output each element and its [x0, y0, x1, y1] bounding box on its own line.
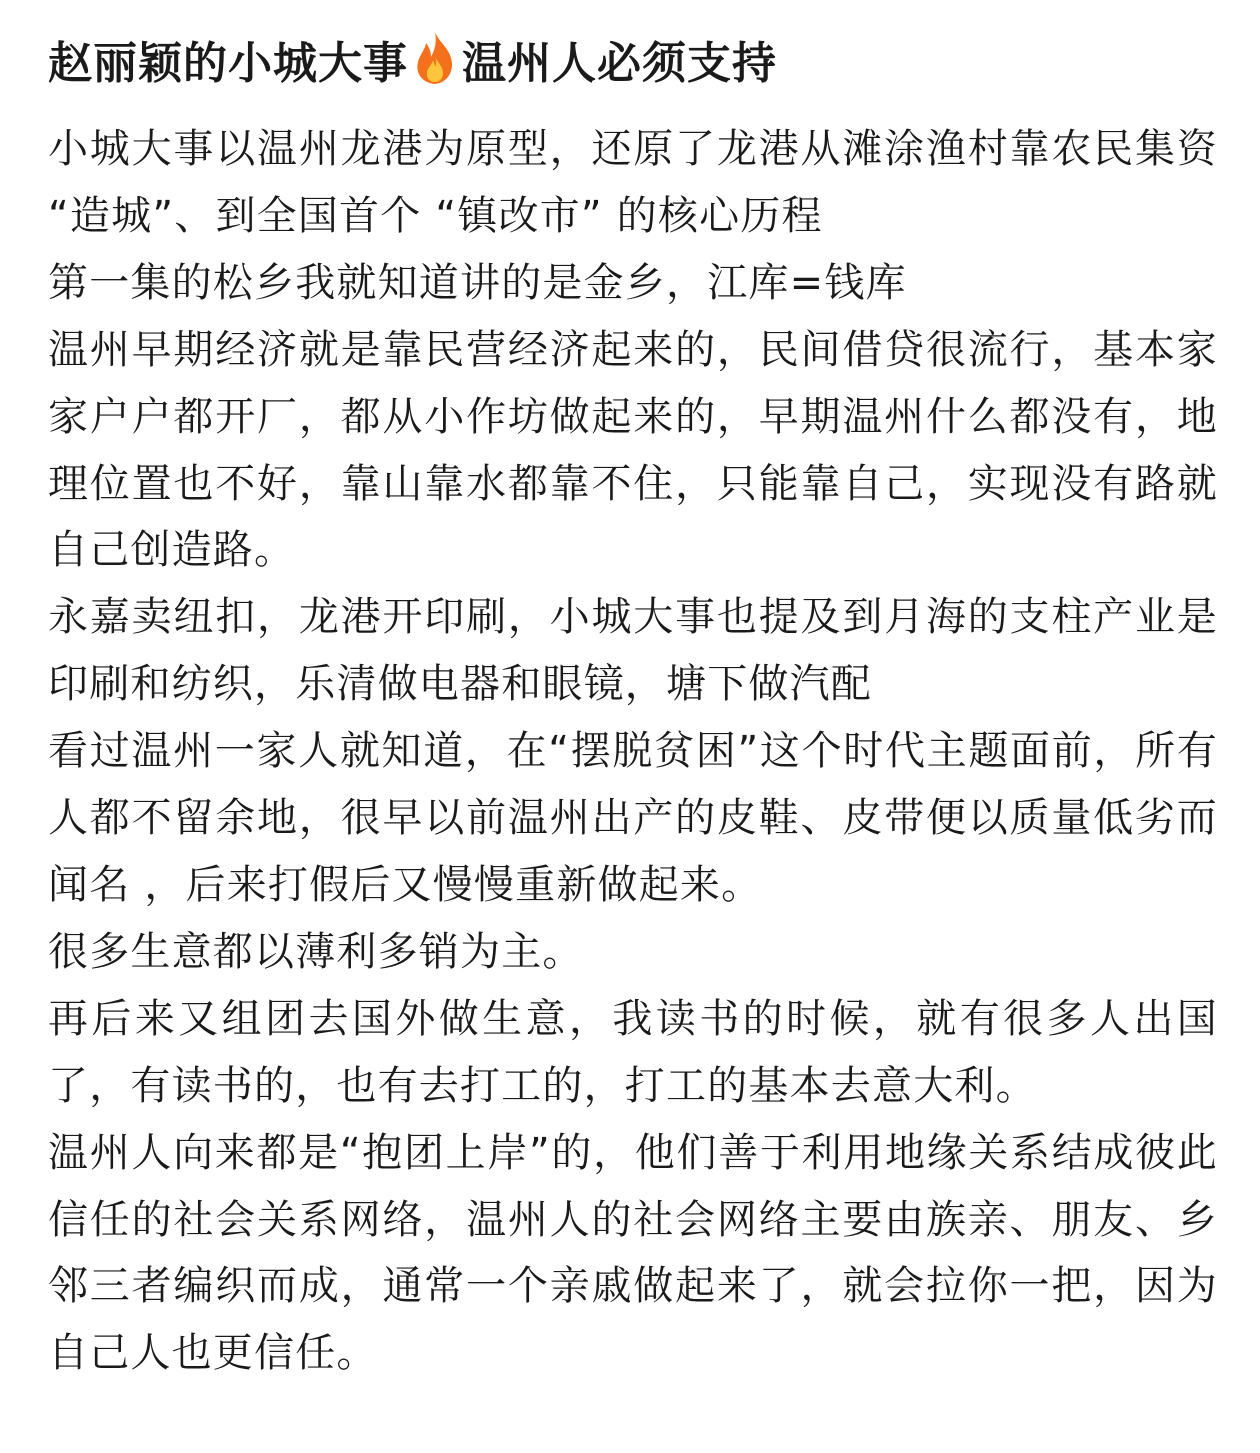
post-title-text: 赵丽颖的小城大事	[48, 38, 408, 89]
paragraph: 第一集的松乡我就知道讲的是金乡，江库=钱库	[48, 259, 907, 306]
paragraph: 小城大事以温州龙港为原型，还原了龙港从滩涂渔村靠农民集资 “造城”、到全国首个 “镇改市” 的核心历程	[48, 126, 1218, 239]
post-title	[48, 30, 1218, 96]
post	[48, 30, 1218, 1387]
paragraph: 看过温州一家人就知道，在“摆脱贫困”这个时代主题面前，所有人都不留余地，很早以前温州出产的皮鞋、皮带便以质量低劣而闻名 ，后来打假后又慢慢重新做起来。	[48, 728, 1218, 908]
paragraph: 再后来又组团去国外做生意，我读书的时候，就有很多人出国了，有读书的，也有去打工的，打工的基本去意大利。	[48, 995, 1218, 1109]
paragraph: 温州早期经济就是靠民营经济起来的，民间借贷很流行，基本家家户户都开厂，都从小作坊做起来的，早期温州什么都没有，地理位置也不好，靠山靠水都靠不住，只能靠自己，实现没有路就自己创造路。	[48, 326, 1218, 574]
paragraph: 永嘉卖纽扣，龙港开印刷，小城大事也提及到月海的支柱产业是印刷和纺织，乐清做电器和眼镜，塘下做汽配	[48, 594, 1218, 708]
paragraph: 很多生意都以薄利多销为主。	[48, 928, 584, 975]
post-title-text-2: 温州人必须支持	[462, 38, 777, 89]
post-body	[48, 116, 1218, 1387]
fire-icon	[410, 30, 460, 86]
paragraph: 温州人向来都是“抱团上岸”的，他们善于利用地缘关系结成彼此信任的社会关系网络，温州人的社会网络主要由族亲、朋友、乡邻三者编织而成，通常一个亲戚做起来了，就会拉你一把，因为自己人也更信任。	[48, 1129, 1218, 1377]
